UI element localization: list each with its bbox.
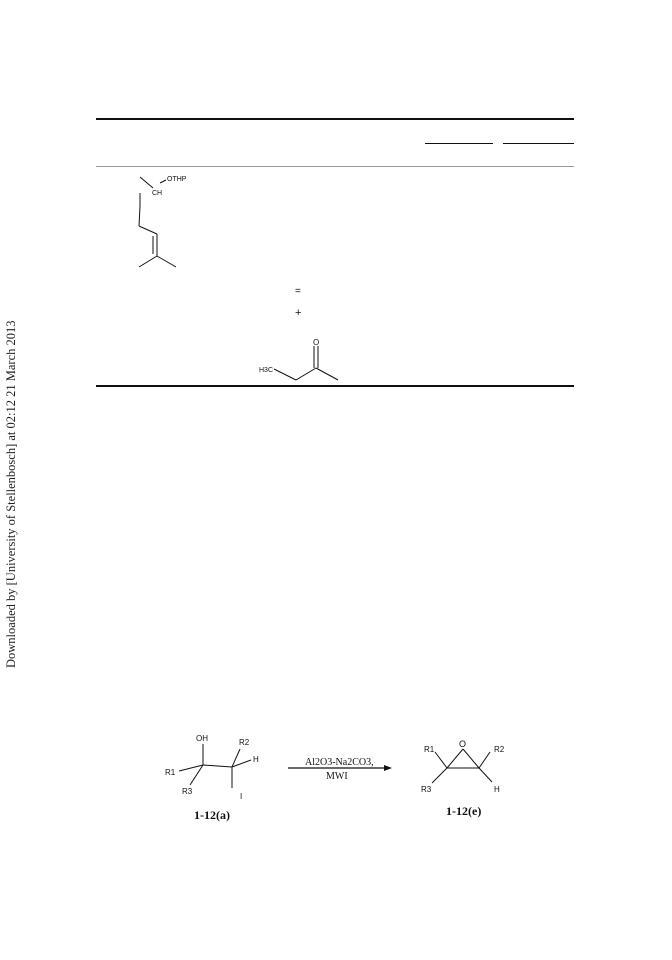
reactant-h: H (253, 755, 259, 764)
bond (139, 256, 157, 267)
structure-butanone (274, 346, 338, 380)
h3c-label: H3C (259, 367, 274, 374)
bond (140, 177, 153, 188)
equals-sign: = (295, 286, 301, 297)
product-r3: R3 (421, 785, 432, 794)
ketone-o-label: O (313, 338, 320, 347)
reactant-oh: OH (196, 734, 208, 743)
ch-label: CH (152, 190, 163, 197)
bond (160, 180, 166, 183)
conditions-reagents: Al2O3-Na2CO3, (305, 757, 374, 768)
product-o: O (459, 739, 467, 749)
plus-sign: + (295, 307, 302, 319)
reactant-structure (179, 744, 251, 788)
bond (435, 752, 447, 768)
arrow-head (384, 765, 392, 771)
product-h: H (494, 785, 500, 794)
product-r2: R2 (494, 745, 505, 754)
bond (447, 749, 463, 768)
reactant-r1: R1 (165, 768, 176, 777)
bond (296, 368, 316, 380)
bond (463, 749, 479, 768)
reactant-r3: R3 (182, 787, 193, 796)
reactant-label: 1-12(a) (194, 808, 230, 822)
othp-label: OTHP (167, 176, 187, 183)
product-label: 1-12(e) (446, 804, 482, 818)
product-r1: R1 (424, 745, 435, 754)
reactant-r2: R2 (239, 738, 250, 747)
conditions-mwi: MWI (326, 771, 348, 782)
bond (274, 369, 296, 380)
bond (203, 765, 232, 767)
bond (139, 226, 157, 234)
reactant-i: I (240, 792, 243, 801)
bond (479, 768, 492, 782)
bond (432, 768, 447, 783)
bond (139, 206, 140, 226)
download-note-text: Downloaded by [University of Stellenbosch] at 02:12 21 March 2013 (4, 320, 18, 668)
bond (157, 256, 176, 267)
bond (479, 752, 490, 768)
bond (316, 368, 338, 380)
epoxide-structure (432, 749, 492, 783)
